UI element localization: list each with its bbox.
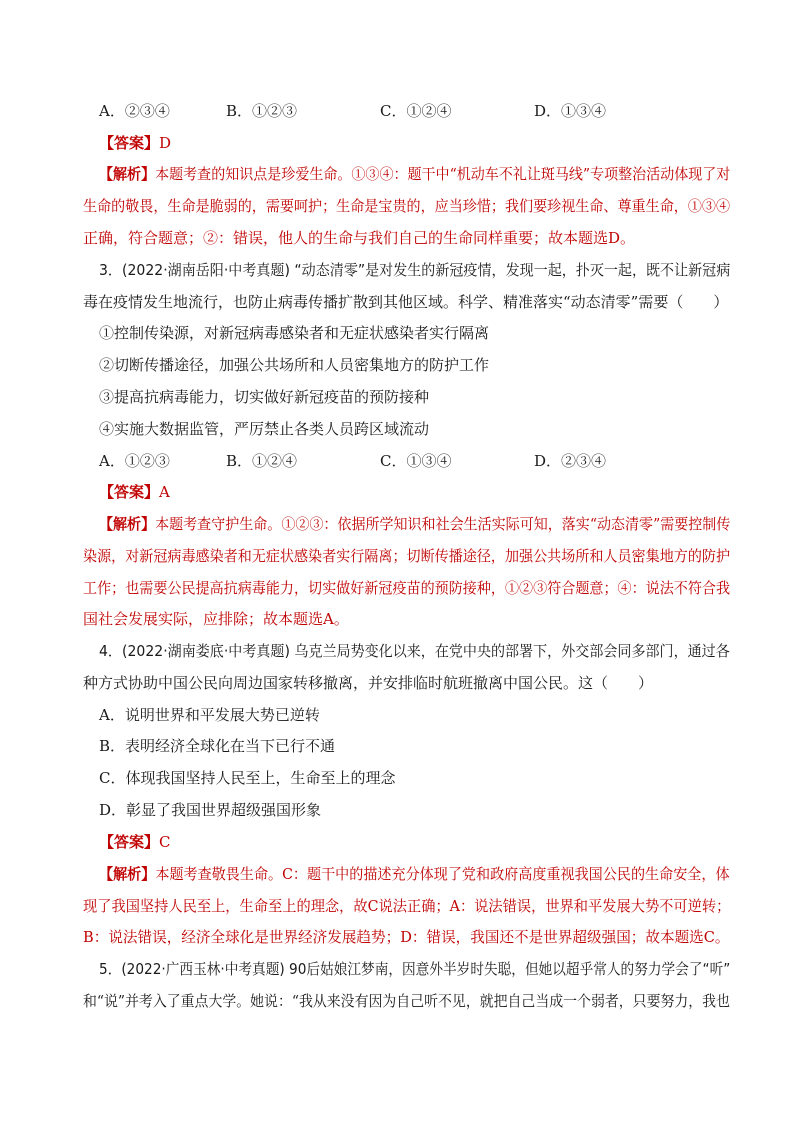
q3-analysis-line-3: 工作；也需要公民提高抗病毒能力，切实做好新冠疫苗的预防接种，①②③符合题意；④：说法不符合我 [83, 579, 731, 597]
q4-analysis-line-1: 【解析】本题考查敬畏生命。C：题干中的描述充分体现了党和政府高度重视我国公民的生命安全，体 [99, 865, 730, 883]
q2-answer [99, 133, 171, 153]
q3-analysis-line-4: 国社会发展实际，应排除；故本题选A。 [83, 610, 349, 628]
q4-answer [99, 832, 171, 852]
analysis-tag: 【解析】 [99, 165, 156, 183]
q3-option-a: A．①②③ [99, 452, 170, 470]
q3-item-1: ①控制传染源，对新冠病毒感染者和无症状感染者实行隔离 [99, 324, 490, 342]
answer-value: D [159, 134, 172, 152]
q4-option-c: C．体现我国坚持人民至上，生命至上的理念 [99, 769, 396, 787]
q2-option-d: D．①③④ [534, 102, 607, 120]
q2-analysis-line-3: 正确，符合题意；②：错误，他人的生命与我们自己的生命同样重要；故本题选D。 [83, 229, 636, 247]
analysis-tag: 【解析】 [99, 865, 156, 883]
q4-option-b: B．表明经济全球化在当下已行不通 [99, 737, 336, 755]
q3-analysis-line-2: 染源，对新冠病毒感染者和无症状感染者实行隔离；切断传播途径，加强公共场所和人员密集地方的防护 [83, 547, 731, 565]
q2-option-a: A．②③④ [99, 102, 170, 120]
q4-analysis-line-3: B：说法错误，经济全球化是世界经济发展趋势；D：错误，我国还不是世界超级强国；故本题选C。 [83, 928, 730, 946]
answer-tag: 【答案】 [99, 134, 160, 152]
q3-option-c: C．①③④ [380, 452, 452, 470]
answer-tag: 【答案】 [99, 833, 160, 851]
answer-value: A [159, 483, 170, 501]
q3-item-2: ②切断传播途径，加强公共场所和人员密集地方的防护工作 [99, 356, 490, 374]
q2-analysis-line-1: 【解析】本题考查的知识点是珍爱生命。①③④：题干中“机动车不礼让斑马线”专项整治活动体现了对 [99, 165, 731, 183]
q5-stem-line-2: 和“说”并考入了重点大学。她说：“我从来没有因为自己听不见，就把自己当成一个弱者，只要努力，我也 [83, 992, 730, 1010]
q4-analysis-line-2: 现了我国坚持人民至上，生命至上的理念，故C说法正确；A：说法错误，世界和平发展大势不可逆转； [83, 897, 731, 915]
q3-stem-line-2: 毒在疫情发生地流行，也防止病毒传播扩散到其他区域。科学、精准落实“动态清零”需要（ ） [83, 293, 729, 311]
q3-stem-line-1: 3．(2022·湖南岳阳·中考真题) “动态清零”是对发生的新冠疫情，发现一起，扑灭一起，既不让新冠病 [99, 261, 731, 279]
q3-answer [99, 482, 170, 502]
q3-option-d: D．②③④ [534, 452, 607, 470]
analysis-tag: 【解析】 [99, 515, 156, 533]
q3-item-3: ③提高抗病毒能力，切实做好新冠疫苗的预防接种 [99, 388, 430, 406]
q3-option-b: B．①②④ [226, 452, 298, 470]
q4-option-a: A．说明世界和平发展大势已逆转 [99, 706, 320, 724]
answer-tag: 【答案】 [99, 483, 160, 501]
q3-analysis-line-1: 【解析】本题考查守护生命。①②③：依据所学知识和社会生活实际可知，落实“动态清零”需要控制传 [99, 515, 731, 533]
q2-option-b: B．①②③ [226, 102, 298, 120]
q4-stem-line-1: 4．(2022·湖南娄底·中考真题) 乌克兰局势变化以来，在党中央的部署下，外交部会同多部门，通过各 [99, 642, 730, 660]
answer-value: C [159, 833, 171, 851]
q5-stem-line-1: 5．(2022·广西玉林·中考真题) 90后姑娘江梦南，因意外半岁时失聪，但她以超乎常人的努力学会了“听” [99, 960, 731, 978]
q2-analysis-line-2: 生命的敬畏，生命是脆弱的，需要呵护；生命是宝贵的，应当珍惜；我们要珍视生命、尊重生命，①③④ [83, 197, 731, 215]
q4-stem-line-2: 种方式协助中国公民向周边国家转移撤离，并安排临时航班撤离中国公民。这（ ） [83, 674, 654, 692]
q3-item-4: ④实施大数据监管，严厉禁止各类人员跨区域流动 [99, 420, 430, 438]
q2-option-c: C．①②④ [380, 102, 452, 120]
q4-option-d: D．彰显了我国世界超级强国形象 [99, 801, 322, 819]
